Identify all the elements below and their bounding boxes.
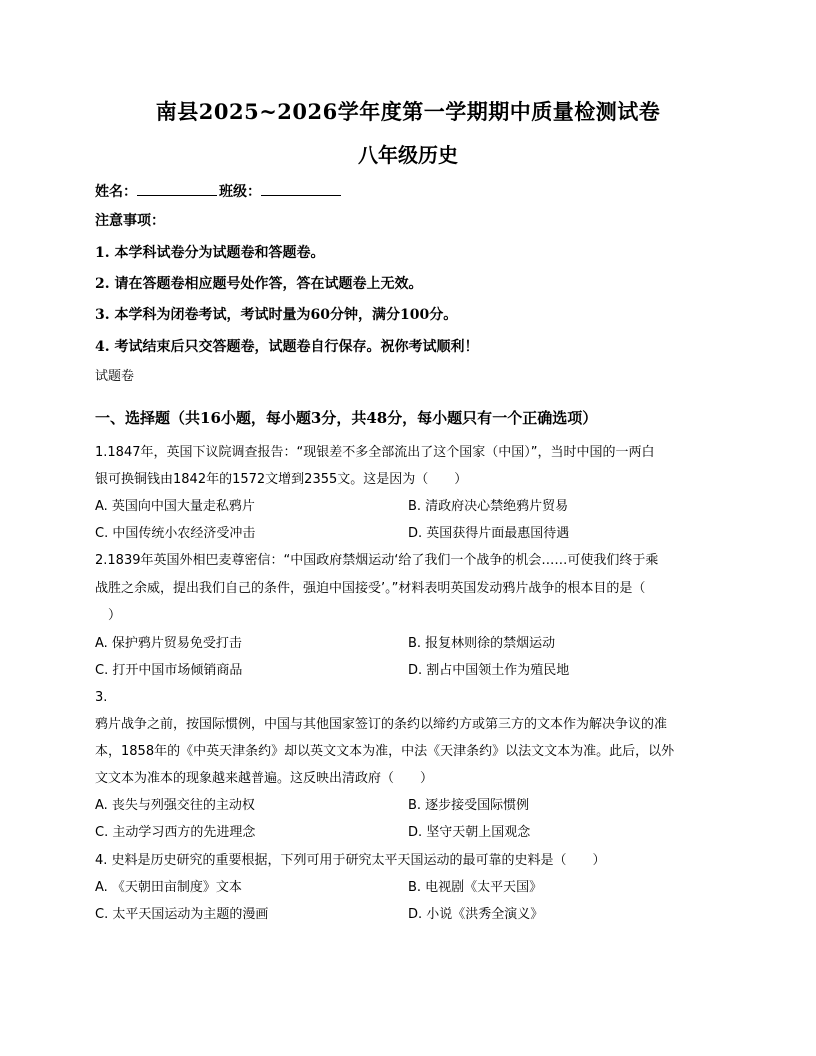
question-2-line-1: 2.1839年英国外相巴麦尊密信：“中国政府禁烟运动‘给了我们一个战争的机会……可使我们终于乘 <box>95 553 659 568</box>
section-heading: 一、选择题（共16小题，每小题3分，共48分，每小题只有一个正确选项） <box>95 409 598 427</box>
question-1-option-b: B. 清政府决心禁绝鸦片贸易 <box>408 499 569 514</box>
question-3-option-d: D. 坚守天朝上国观念 <box>408 825 531 840</box>
question-2-option-a: A. 保护鸦片贸易免受打击 <box>95 636 242 651</box>
exam-subtitle: 八年级历史 <box>358 143 458 167</box>
question-3-option-a: A. 丧失与列强交往的主动权 <box>95 798 255 813</box>
question-3-line-1: 鸦片战争之前，按国际惯例，中国与其他国家签订的条约以缔约方或第三方的文本作为解决争议的准 <box>95 717 668 732</box>
question-2-option-d: D. 割占中国领土作为殖民地 <box>408 663 570 678</box>
question-2-line-3: ） <box>95 608 122 623</box>
note-item: 4. 考试结束后只交答题卷，试题卷自行保存。祝你考试顺利！ <box>95 339 479 355</box>
note-item: 3. 本学科为闭卷考试，考试时量为60分钟，满分100分。 <box>95 307 458 323</box>
question-3-option-b: B. 逐步接受国际惯例 <box>408 798 530 813</box>
question-1-option-c: C. 中国传统小农经济受冲击 <box>95 526 256 541</box>
name-blank <box>137 181 217 196</box>
question-2-line-2: 战胜之余威，提出我们自己的条件，强迫中国接受’。”材料表明英国发动鸦片战争的根本目的是（ <box>95 581 646 596</box>
question-2-option-b: B. 报复林则徐的禁烟运动 <box>408 636 556 651</box>
exam-title: 南县2025~2026学年度第一学期期中质量检测试卷 <box>155 99 661 124</box>
question-2-option-c: C. 打开中国市场倾销商品 <box>95 663 243 678</box>
question-3-line-2: 本，1858年的《中英天津条约》却以英文文本为准，中法《天津条约》以法文文本为准。此后，以外 <box>95 744 675 759</box>
question-1-line-1: 1.1847年，英国下议院调查报告：“现银差不多全部流出了这个国家（中国）”，当时中国的一两白 <box>95 445 655 460</box>
class-label: 班级： <box>219 184 261 200</box>
question-4-option-b: B. 电视剧《太平天国》 <box>408 880 543 895</box>
note-item: 2. 请在答题卷相应题号处作答，答在试题卷上无效。 <box>95 276 423 292</box>
question-1-option-d: D. 英国获得片面最惠国待遇 <box>408 526 570 541</box>
paper-label: 试题卷 <box>95 369 135 384</box>
student-info-row <box>95 181 343 202</box>
name-label: 姓名： <box>95 184 137 200</box>
question-3-line-3: 文文本为准本的现象越来越普遍。这反映出清政府（ ） <box>95 771 434 786</box>
question-4-option-c: C. 太平天国运动为主题的漫画 <box>95 907 269 922</box>
question-4-option-a: A. 《天朝田亩制度》文本 <box>95 880 242 895</box>
question-4-line-1: 4. 史料是历史研究的重要根据，下列可用于研究太平天国运动的最可靠的史料是（ ） <box>95 853 606 868</box>
question-4-option-d: D. 小说《洪秀全演义》 <box>408 907 544 922</box>
question-3-number: 3. <box>95 690 108 705</box>
question-1-line-2: 银可换铜钱由1842年的1572文增到2355文。这是因为（ ） <box>95 472 468 487</box>
class-blank <box>261 181 341 196</box>
question-3-option-c: C. 主动学习西方的先进理念 <box>95 825 256 840</box>
question-1-option-a: A. 英国向中国大量走私鸦片 <box>95 499 255 514</box>
note-item: 1. 本学科试卷分为试题卷和答题卷。 <box>95 245 325 261</box>
notes-heading: 注意事项： <box>95 213 165 229</box>
